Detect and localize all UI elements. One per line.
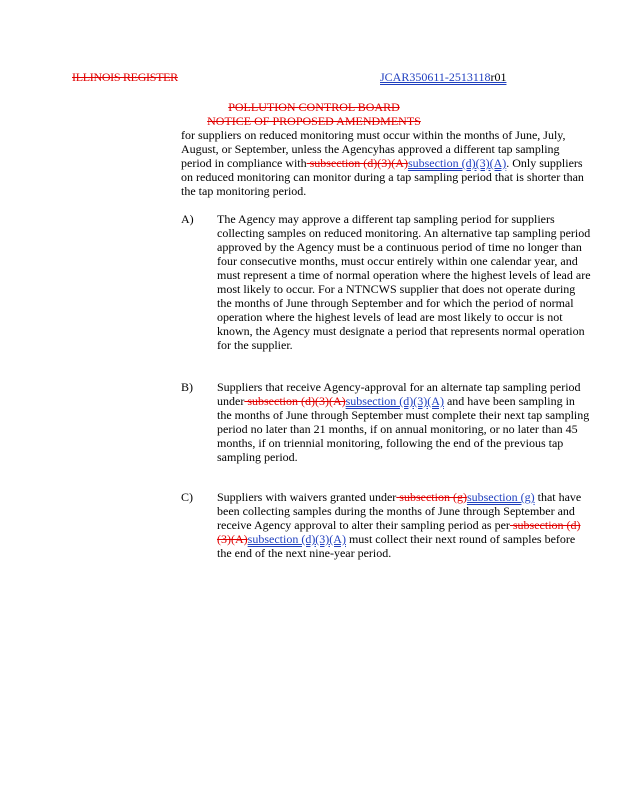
- item-b-text-2: and have been sampling in the months of June through September must complete their next tap sampling period no later than 21 months, if on annual monitoring, or no later than 45 months, if on triennial monitoring, following the end of the previous tap sampling period.: [217, 394, 590, 464]
- intro-inserted-ref: subsection (d)(3)(A): [407, 156, 507, 170]
- jcar-code-main: JCAR350611-2513118: [380, 70, 491, 84]
- item-c-inserted-ref-1: subsection (g): [466, 490, 535, 504]
- jcar-code-suffix: r01: [490, 70, 507, 84]
- item-a-label: A): [181, 212, 194, 226]
- item-c-text: [217, 490, 592, 560]
- intro-paragraph: [181, 128, 591, 198]
- register-header: ILLINOIS REGISTER: [72, 70, 178, 84]
- item-a-text: The Agency may approve a different tap sampling period for suppliers collecting samples on reduced monitoring. An alternative tap sampling period approved by the Agency must be a continuous period of time no longer than four consecutive months, must occur entirely within one calendar year, and must represent a time of normal operation where the highest levels of lead are most likely to occur. For a NTNCWS supplier that does not operate during the months of June through September and for which the period of normal operation where the highest levels of lead are most likely to occur is not known, the Agency must designate a period that represents normal operation for the supplier.: [217, 212, 591, 352]
- intro-text-2: approved a different tap sampling period in compliance with: [181, 142, 560, 170]
- agency-title: POLLUTION CONTROL BOARD: [228, 100, 400, 114]
- item-b-text: [217, 380, 592, 464]
- intro-text-1: for suppliers on reduced monitoring must occur within the months of June, July, August, or September, unless the Agency: [181, 128, 566, 156]
- item-b-text-1: Suppliers that receive Agency-approval for an alternate tap sampling period under: [217, 380, 581, 408]
- item-b-inserted-ref: subsection (d)(3)(A): [345, 394, 444, 408]
- item-c-label: C): [181, 490, 193, 504]
- item-c-deleted-ref-2: subsection (d)(3)(A): [217, 518, 581, 546]
- item-c-text-3: must collect their next round of samples before the end of the next nine-year period.: [217, 532, 576, 560]
- jcar-code: [380, 70, 506, 85]
- item-b-label: B): [181, 380, 193, 394]
- item-c-text-1: Suppliers with waivers granted under: [217, 490, 397, 504]
- item-c-inserted-ref-2: subsection (d)(3)(A): [247, 532, 346, 546]
- notice-title: NOTICE OF PROPOSED AMENDMENTS: [207, 114, 421, 128]
- item-b-deleted-ref: subsection (d)(3)(A): [244, 394, 346, 408]
- item-c-text-2: that have been collecting samples during the months of June through September and receive Agency approval to alter their sampling period as per: [217, 490, 582, 532]
- intro-deleted-ref: subsection (d)(3)(A): [306, 156, 408, 170]
- item-c-deleted-ref-1: subsection (g): [396, 490, 467, 504]
- intro-text-3: . Only suppliers on reduced monitoring can monitor during a tap sampling period that is shorter than the tap monitoring period.: [181, 156, 584, 198]
- intro-text-1b: has: [378, 142, 395, 156]
